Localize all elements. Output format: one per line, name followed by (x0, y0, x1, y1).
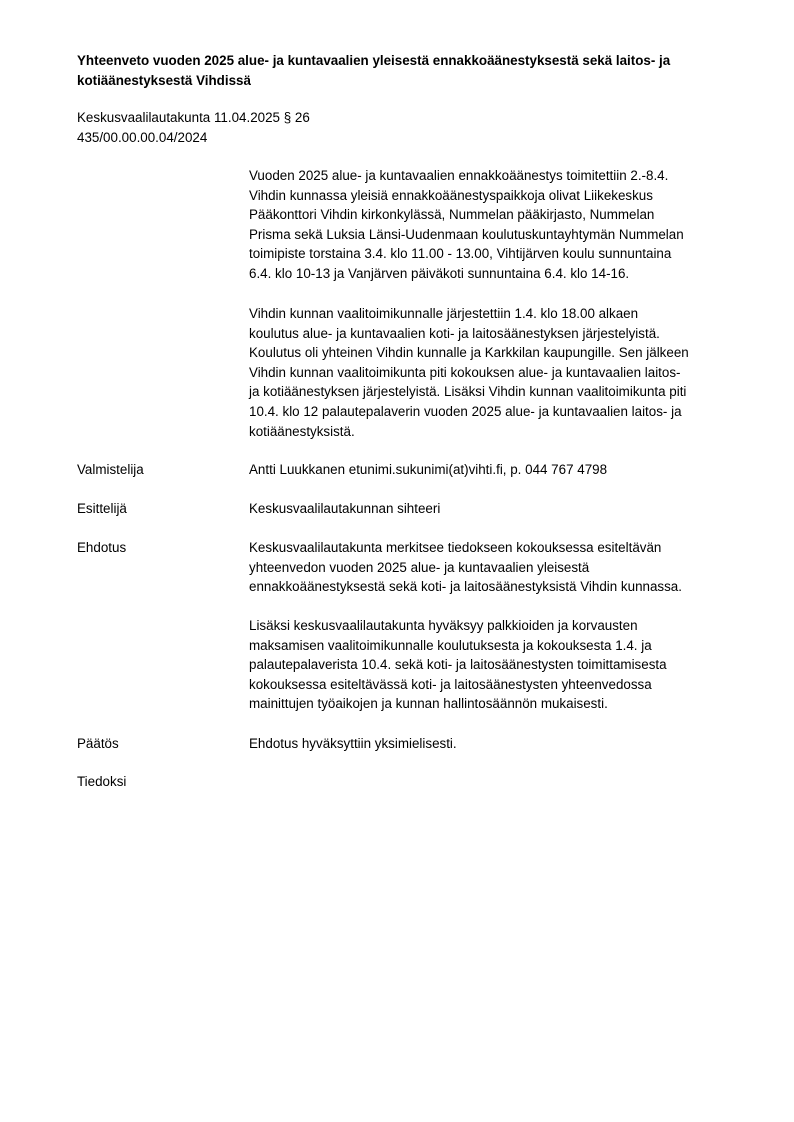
paragraph-line: Keskusvaalilautakunta merkitsee tiedokseen kokouksessa esiteltävän (249, 540, 662, 555)
paragraph-line: 6.4. klo 10-13 ja Vanjärven päiväkoti sunnuntaina 6.4. klo 14-16. (249, 265, 630, 281)
paragraph-line: ennakkoäänestyksestä sekä koti- ja laitosäänestyksistä Vihdin kunnassa. (249, 579, 682, 595)
paragraph-line: Vihdin kunnan vaalitoimikunnalle järjestettiin 1.4. klo 18.00 alkaen (249, 306, 639, 321)
paragraph-line: Lisäksi keskusvaalilautakunta hyväksyy palkkioiden ja korvausten (249, 618, 638, 633)
intro-paragraph-2 (249, 304, 739, 441)
paragraph-line: toimipiste torstaina 3.4. klo 11.00 - 13.00, Vihtijärven koulu sunnuntaina (249, 246, 672, 262)
preparer-label: Valmistelija (77, 462, 144, 477)
meeting-meta (77, 108, 477, 148)
presenter-label: Esittelijä (77, 501, 127, 516)
for-information-label: Tiedoksi (77, 774, 127, 789)
paragraph-line: kotiäänestyksistä. (249, 423, 355, 439)
paragraph-line: maksamisen vaalitoimikunnalle koulutuksesta ja kokouksesta 1.4. ja (249, 637, 652, 653)
decision-value: Ehdotus hyväksyttiin yksimielisesti. (249, 736, 457, 751)
paragraph-line: koulutus alue- ja kuntavaalien koti- ja laitosäänestyksen järjestelyistä. (249, 325, 660, 341)
paragraph-line: mainittujen työaikojen ja kunnan hallintosäännön mukaisesti. (249, 696, 608, 712)
paragraph-line: Vihdin kunnan vaalitoimikunta piti kokouksen alue- ja kuntavaalien laitos- (249, 364, 681, 380)
paragraph-line: Pääkonttori Vihdin kirkonkylässä, Nummelan pääkirjasto, Nummelan (249, 207, 655, 223)
paragraph-line: Koulutus oli yhteinen Vihdin kunnalle ja Karkkilan kaupungille. Sen jälkeen (249, 345, 689, 361)
title-line: kotiäänestyksestä Vihdissä (77, 72, 251, 88)
intro-paragraph-1 (249, 166, 739, 284)
presenter-value: Keskusvaalilautakunnan sihteeri (249, 501, 441, 516)
proposal-paragraph-1 (249, 538, 739, 597)
paragraph-line: kokouksessa esiteltävässä koti- ja laitosäänestysten yhteenvedossa (249, 676, 652, 692)
paragraph-line: Prisma sekä Luksia Länsi-Uudenmaan koulutuskuntayhtymän Nummelan (249, 226, 684, 242)
meeting-line: Keskusvaalilautakunta 11.04.2025 § 26 (77, 110, 310, 125)
record-number: 435/00.00.00.04/2024 (77, 130, 208, 145)
paragraph-line: 10.4. klo 12 palautepalaverin vuoden 2025 alue- ja kuntavaalien laitos- ja (249, 403, 682, 419)
paragraph-line: yhteenvedon vuoden 2025 alue- ja kuntavaalien yleisestä (249, 559, 590, 575)
paragraph-line: Vuoden 2025 alue- ja kuntavaalien ennakkoäänestys toimitettiin 2.-8.4. (249, 168, 669, 183)
proposal-label: Ehdotus (77, 540, 127, 555)
title-line: Yhteenveto vuoden 2025 alue- ja kuntavaalien yleisestä ennakkoäänestyksestä sekä laitos- ja (77, 53, 671, 68)
document-title (77, 51, 737, 90)
proposal-paragraph-2 (249, 616, 739, 714)
paragraph-line: ja kotiäänestyksen järjestelyistä. Lisäksi Vihdin kunnan vaalitoimikunta piti (249, 384, 687, 400)
preparer-value: Antti Luukkanen etunimi.sukunimi(at)vihti.fi, p. 044 767 4798 (249, 462, 608, 477)
decision-label: Päätös (77, 736, 119, 751)
paragraph-line: Vihdin kunnassa yleisiä ennakkoäänestyspaikkoja olivat Liikekeskus (249, 187, 653, 203)
paragraph-line: palautepalaverista 10.4. sekä koti- ja laitosäänestysten toimittamisesta (249, 657, 667, 673)
